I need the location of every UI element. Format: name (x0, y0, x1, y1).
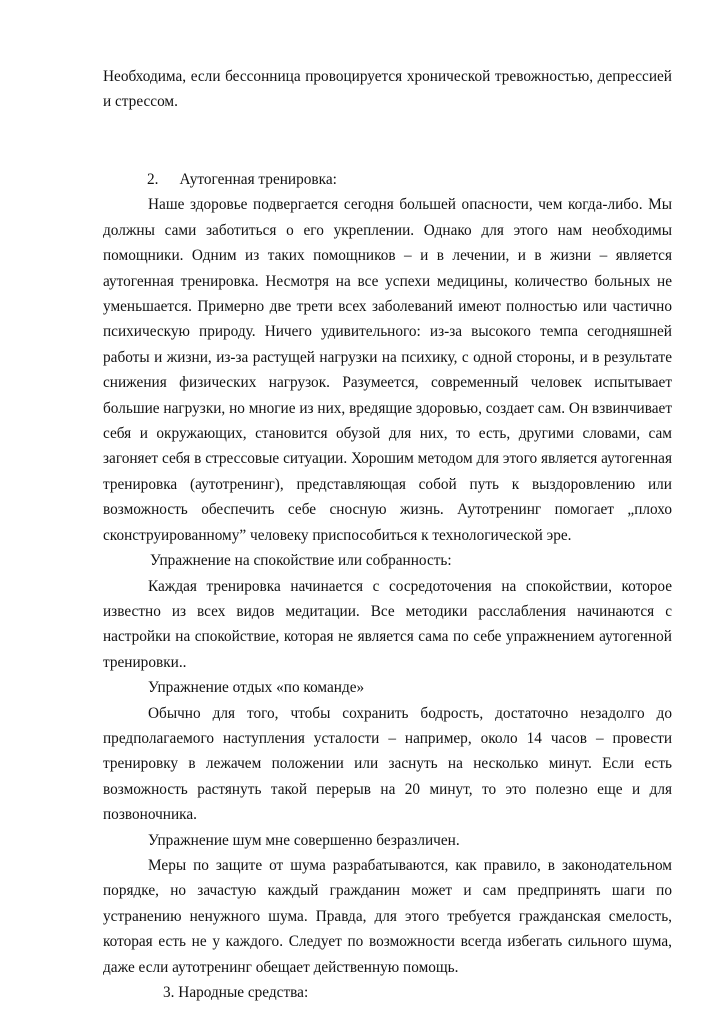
exercise-2-title: Упражнение отдых «по команде» (148, 679, 365, 697)
exercise-3-title: Упражнение шум мне совершенно безразличен. (148, 831, 460, 849)
intro-block (103, 64, 672, 115)
section-2-number: 2. (147, 171, 159, 188)
section-3-title: 3. Народные средства: (163, 984, 309, 1001)
exercise-1-paragraph: Каждая тренировка начинается с сосредоточения на спокойствии, которое известно из всех видов медитации. Все методики расслабления начинаются с настройки на спокойствие, которая не является сама по себе упражнением аутогенной тренировки.. (103, 577, 672, 671)
section-2-title: Аутогенная тренировка: (179, 171, 337, 188)
section-2 (103, 167, 672, 1005)
section-2-paragraph: Наше здоровье подвергается сегодня большей опасности, чем когда-либо. Мы должны сами заботиться о его укреплении. Однако для этого нам необходимы помощники. Одним из таких помощников – и в лечении, и в жизни – является аутогенная тренировка. Несмотря на все успехи медицины, количество больных не уменьшается. Примерно две трети всех заболеваний имеют полностью или частично психическую природу. Ничего удивительного: из-за высокого темпа сегодняшней работы и жизни, из-за растущей нагрузки на психику, с одной стороны, и в результате снижения физических нагрузок. Разумеется, современный человек испытывает большие нагрузки, но многие из них, вредящие здоровью, создает сам. Он взвинчивает себя и окружающих, становится обузой для них, то есть, другими словами, сам загоняет себя в стрессовые ситуации. Хорошим методом для этого является аутогенная тренировка (аутотренинг), представляющая собой путь к выздоровлению или возможность обеспечить себе сносную жизнь. Аутотренинг помогает „плохо сконструированному” человеку приспособиться к технологической эре. (103, 196, 672, 544)
exercise-1-title: Упражнение на спокойствие или собранность: (150, 552, 452, 570)
section-2-heading (103, 167, 672, 192)
exercise-2-paragraph: Обычно для того, чтобы сохранить бодрость, достаточно незадолго до предполагаемого наступления усталости – например, около 14 часов – провести тренировку в лежачем положении или заснуть на несколько минут. Если есть возможность растянуть такой перерыв на 20 минут, то это полезно еще и для позвоночника. (103, 704, 672, 824)
intro-paragraph: Необходима, если бессонница провоцируется хронической тревожностью, депрессией и стрессом. (103, 68, 672, 111)
exercise-3-paragraph: Меры по защите от шума разрабатываются, как правило, в законодательном порядке, но зачастую каждый гражданин может и сам предпринять шаги по устранению ненужного шума. Правда, для этого требуется гражданская смелость, которая есть не у каждого. Следует по возможности всегда избегать сильного шума, даже если аутотренинг обещает действенную помощь. (103, 856, 672, 976)
